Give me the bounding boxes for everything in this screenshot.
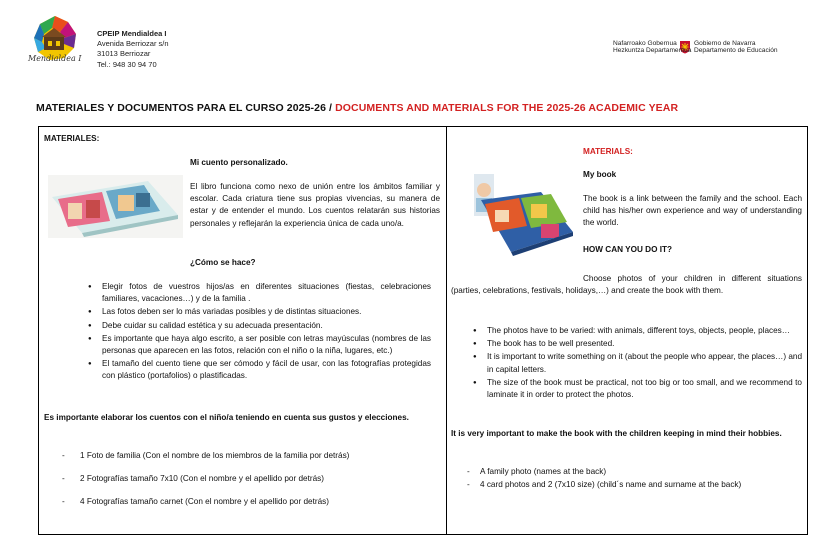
gov-line1-eu: Nafarroako Gobernua (613, 40, 677, 47)
heading-materiales: MATERIALES: (44, 134, 100, 143)
list-item: ● Elegir fotos de vuestros hijos/as en diferentes situaciones (fiestas, celebraciones familiares, vacaciones…) y de la familia . (88, 281, 431, 305)
title-es: MATERIALES Y DOCUMENTOS PARA EL CURSO 2025-26 / (36, 102, 336, 114)
school-name: CPEIP Mendialdea I (97, 29, 167, 38)
required-items-en (465, 466, 802, 492)
list-item: - 2 Fotografías tamaño 7x10 (Con el nombre y el apellido por detrás) (60, 473, 440, 485)
list-item: ● The size of the book must be practical, not too big or too small, and we recommend to laminate it in order to protect the photos. (473, 377, 802, 401)
important-note-en: It is very important to make the book with the children keeping in mind their hobbies. (451, 429, 782, 438)
gov-line2-eu: Hezkuntza Departamentua (613, 47, 692, 54)
list-item: - 4 card photos and 2 (7x10 size) (child´s name and surname at the back) (465, 479, 802, 491)
gov-line1-es: Gobierno de Navarra (694, 40, 756, 47)
school-city: 31013 Berriozar (97, 49, 151, 58)
title-en: DOCUMENTS AND MATERIALS FOR THE 2025-26 ACADEMIC YEAR (335, 102, 679, 114)
school-phone: Tel.: 948 30 94 70 (97, 60, 157, 69)
government-logo (613, 38, 778, 58)
bullet-list-es (88, 281, 431, 384)
list-item: - 4 Fotografías tamaño carnet (Con el nombre y el apellido por detrás) (60, 496, 440, 508)
subtitle-es: Mi cuento personalizado. (190, 158, 288, 167)
list-item: ● The book has to be well presented. (473, 338, 802, 350)
gov-line2-es: Departamento de Educación (694, 47, 778, 54)
how-es: ¿Cómo se hace? (190, 258, 256, 267)
important-note-es: Es importante elaborar los cuentos con el niño/a teniendo en cuenta sus gustos y elecciones. (44, 413, 409, 422)
list-item: - A family photo (names at the back) (465, 466, 802, 478)
school-street: Avenida Berriozar s/n (97, 39, 169, 48)
column-divider (446, 126, 447, 535)
heading-materials: MATERIALS: (583, 147, 633, 156)
choose-en: Choose photos of your children in different situations (parties, celebrations, festivals, holidays,…) and create the book with them. (451, 274, 802, 296)
list-item: - 1 Foto de familia (Con el nombre de los miembros de la familia por detrás) (60, 450, 440, 462)
intro-en: The book is a link between the family and the school. Each child has his/her own experience and way of understanding the world. (583, 194, 802, 228)
list-item: ● Debe cuidar su calidad estética y su adecuada presentación. (88, 320, 431, 332)
intro-es: El libro funciona como nexo de unión entre los ámbitos familiar y escolar. Cada criatura tiene sus propias vivencias, su manera de estar y de entender el mundo. Los cuentos relatarán sus historias personales y reflejarán la experiencia única de cada uno/a. (190, 182, 440, 228)
document-title (36, 102, 678, 114)
bullet-list-en (473, 325, 802, 402)
required-items-es (60, 450, 440, 520)
logo-caption: Mendialdea I (28, 54, 82, 63)
list-item: ● It is important to write something on it (about the people who appear, the places…) and in capital letters. (473, 351, 802, 375)
subtitle-en: My book (583, 170, 617, 179)
list-item: ● Las fotos deben ser lo más variadas posibles y de distintas situaciones. (88, 306, 431, 318)
list-item: ● The photos have to be varied: with animals, different toys, objects, people, places… (473, 325, 802, 337)
photo-book-image-es (48, 175, 183, 238)
list-item: ● Es importante que haya algo escrito, a ser posible con letras mayúsculas (nombres de las personas que aparecen en las fotos, relación con el niño o la niña, lugares, etc.) (88, 333, 431, 357)
list-item: ● El tamaño del cuento tiene que ser cómodo y fácil de usar, con las fotografías protegidas con plástico (portafolios) o plastificadas. (88, 358, 431, 382)
photo-book-image-en (471, 170, 576, 260)
how-en: HOW CAN YOU DO IT? (583, 245, 672, 254)
